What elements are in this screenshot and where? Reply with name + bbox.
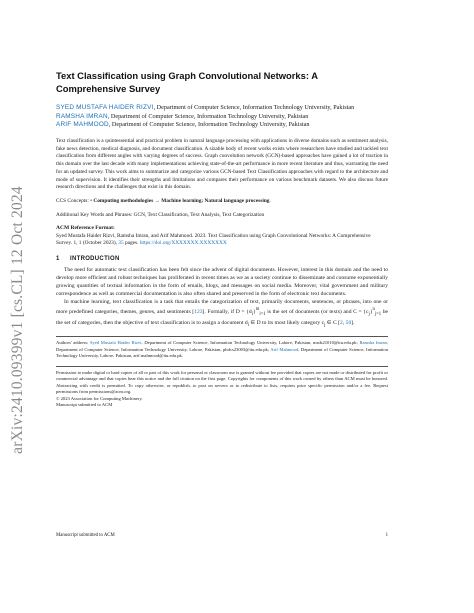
address-text: , Department of Computer Science, Information Technology University, Lahore, Pakistan, arif.mahmood@itu.edu.pk. <box>56 346 388 359</box>
paragraph-text: be the set of categories, then the objective of text classification is to assign a document d <box>56 308 389 326</box>
math-subscript: i=1 <box>259 311 266 317</box>
author-name-link[interactable]: Arif Mahmood <box>270 346 299 352</box>
copyright-notice: © 2023 Association for Computing Machinery. <box>56 395 143 401</box>
doi-link[interactable]: https://doi.org/XXXXXXX.XXXXXXX <box>139 240 227 247</box>
ccs-label: CCS Concepts: • <box>56 198 94 205</box>
keywords: Additional Key Words and Phrases: GCN, Text Classification, Text Analysis, Text Categorization <box>56 211 265 218</box>
ccs-end: . <box>269 198 271 205</box>
section-title: INTRODUCTION <box>70 256 120 262</box>
author-line <box>56 113 388 122</box>
acm-reference-text <box>56 233 388 248</box>
acm-reference-heading: ACM Reference Format: <box>56 225 115 232</box>
math-superscript: m <box>255 307 260 312</box>
address-text: , Department of Computer Science, Information Technology University, Lahore, Pakistan, msds21010@itu.edu.pk; <box>141 340 360 346</box>
paragraph-text: } <box>369 308 373 315</box>
address-text: , Department of Computer Science, Information Technology University, Lahore, Pakistan, phdcs23003@itu.edu.pk; <box>56 340 389 352</box>
footer-manuscript-label: Manuscript submitted to ACM <box>56 533 115 538</box>
authors-address <box>56 340 388 360</box>
author-line <box>56 104 388 113</box>
author-affiliation: , Department of Computer Science, Information Technology University, Pakistan <box>108 121 310 129</box>
footnote-divider <box>56 336 388 337</box>
paragraph-text: ∈ D to its most likely category c <box>248 319 325 326</box>
math-subscript: i <box>251 311 254 317</box>
author-name-link[interactable]: Syed Mustafa Haider Rizvi <box>89 340 142 346</box>
author-name-link[interactable]: Ramsha Imran <box>359 340 387 346</box>
paragraph-text: } <box>253 308 256 315</box>
paragraph-text: In machine learning, text classification is a task that entails the categorization of text, primarily documents, sentences, or phrases, into one or more predefined categories, themes, genres, and sentiments [ <box>56 299 388 315</box>
citation-separator: , <box>342 319 346 326</box>
arxiv-identifier-stamp <box>4 130 32 510</box>
paper-content <box>56 70 388 409</box>
paragraph-text: ]. <box>351 319 355 326</box>
manuscript-note: Manuscript submitted to ACM <box>56 402 113 408</box>
ccs-terms: Computing methodologies → Machine learning; Natural language processing <box>93 198 270 205</box>
author-name[interactable]: SYED MUSTAFA HAIDER RIZVI <box>56 104 154 111</box>
page-number: 1 <box>385 533 388 538</box>
paragraph-text: ∈ C [ <box>325 319 341 326</box>
abstract: Text classification is a quintessential and practical problem in natural language processing with applications in diverse domains such as sentiment analysis, fake news detection, medical diagnosis, and document classification. A sizable body of recent works exists where researchers have studied and tackled text classification from different angles with varying degrees of success. Graph convolution network (GCN)-based approaches have gained a lot of traction in this domain over the last decade with many implementations achieving state-of-the-art performance in more recent literature and thus, warranting the need for an updated survey. This work aims to summarize and categorize various GCN-based Text Classification approaches with regard to the architecture and mode of supervision. It identifies their strengths and limitations and compares their performance on various benchmark datasets. We also discuss future research directions and the challenges that exist in this domain. <box>56 137 388 191</box>
paragraph-text: is the set of documents (or texts) and C = {c <box>265 308 369 315</box>
author-line <box>56 121 388 130</box>
arxiv-id-text: arXiv:2410.09399v1 [cs.CL] 12 Oct 2024 <box>9 186 26 454</box>
author-name[interactable]: ARIF MAHMOOD <box>56 121 109 129</box>
citation-link[interactable]: 50 <box>345 319 352 326</box>
math-subscript: j=1 <box>374 311 382 317</box>
math-superscript: n <box>372 307 375 312</box>
citation-link[interactable]: 123 <box>194 308 203 315</box>
section-heading <box>56 256 388 262</box>
citation-link[interactable]: 2 <box>340 319 343 326</box>
pages-suffix: pages. <box>123 240 140 247</box>
paper-title: Text Classification using Graph Convolutional Networks: A Comprehensive Survey <box>56 70 318 94</box>
page-count-link[interactable]: 35 <box>118 240 124 247</box>
ccs-concepts <box>56 198 388 206</box>
permission-notice: Permission to make digital or hard copies of all or part of this work for personal or classroom use is granted without fee provided that copies are not made or distributed for profit or commercial advantage and that copies bear this notice and the full citation on the first page. Copyrights for components of this work owned by others than ACM must be honored. Abstracting with credit is permitted. To copy otherwise, or republish, to post on servers or to redistribute to lists, requires prior specific permission and/or a fee. Request permissions from permissions@acm.org. <box>56 369 388 395</box>
author-name[interactable]: RAMSHA IMRAN <box>56 112 108 120</box>
math-subscript: j <box>368 311 370 317</box>
author-affiliation: , Department of Computer Science, Information Technology University, Pakistan <box>153 104 355 111</box>
acm-reference-citation: Syed Mustafa Haider Rizvi, Ramsha Imran, and Arif Mahmood. 2023. Text Classification using Graph Convolutional Networks: A Comprehensive Survey. 1, 1 (October 2023), <box>56 232 371 247</box>
intro-paragraph-1: The need for automatic text classification has been felt since the advent of digital documents. However, interest in this domain and the need to develop more efficient and robust techniques has proliferated in recent times as we as a society continue to disseminate and consume exponentially growing quantities of textual information in the form of emails, blogs, and messages on social media. Moreover, vital government and military correspondence as well as commercial documentation is also often shared and preserved in the form of electronic text documents. <box>56 267 388 297</box>
page-footer <box>56 533 388 541</box>
math-subscript: i <box>247 323 249 329</box>
math-subscript: j <box>324 323 326 329</box>
paragraph-text: ]. Formally, if D = {d <box>202 308 252 315</box>
address-lead: Authors' address: <box>56 340 90 346</box>
permission-divider <box>56 366 388 367</box>
section-number: 1 <box>56 256 60 262</box>
intro-paragraph-2 <box>56 298 388 330</box>
author-affiliation: , Department of Computer Science, Information Technology University, Pakistan <box>107 112 309 120</box>
